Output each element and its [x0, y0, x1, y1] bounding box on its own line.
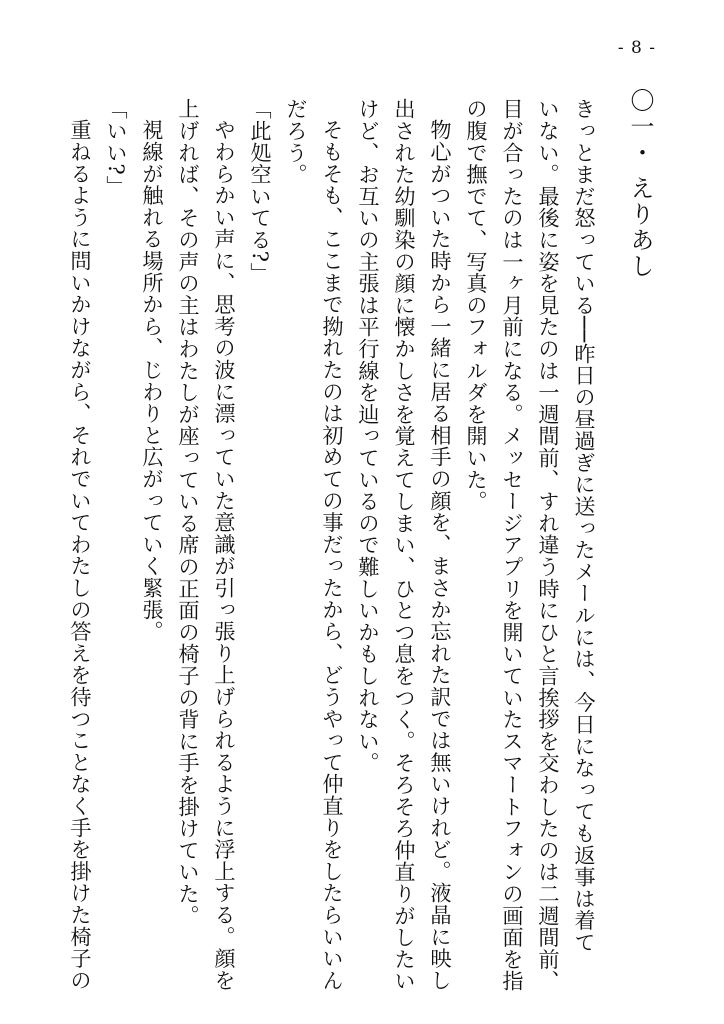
body-text — [68, 98, 602, 992]
text-line: 出された幼馴染の顔に懐かしさを覚えてしまい、ひとつ息をつく。そろそろ仲直りがしたい — [392, 98, 417, 992]
text-line: けど、お互いの主張は平行線を辿っているので難しいかもしれない。 — [356, 98, 381, 774]
text-line: いない。最後に姿を見たのは一週間前、すれ違う時にひと言挨拶を交わしたのは二週間前、 — [536, 98, 561, 992]
text-line: そもそも、ここまで拗れたのは初めての事だったから、どうやって仲直りをしたらいいん — [320, 119, 345, 992]
chapter-title: 〇一・ えりあし — [626, 88, 654, 280]
text-line: 上げれば、その声の主はわたしが座っている席の正面の椅子の背に手を掛けていた。 — [176, 98, 201, 927]
dialogue-line: 「此処空いてる?」 — [248, 98, 273, 285]
text-line: だろう。 — [284, 98, 309, 186]
text-line: 目が合ったのは一ヶ月前になる。メッセージアプリを開いていたスマートフォンの画面を指 — [500, 98, 525, 992]
text-line: の腹で撫でて、写真のフォルダを開いた。 — [464, 98, 489, 513]
text-line: 視線が触れる場所から、じわりと広がっていく緊張。 — [140, 119, 165, 643]
text-line: きっとまだ怒っている──昨日の昼過ぎに送ったメールには、今日になっても返事は着て — [572, 98, 597, 954]
text-line: やわらかい声に、思考の波に漂っていた意識が引っ張り上げられるように浮上する。顔を — [212, 119, 237, 992]
page-number: - 8 - — [617, 38, 656, 58]
dialogue-line: 「いい?」 — [104, 98, 129, 198]
text-line: 物心がついた時から一緒に居る相手の顔を、まさか忘れた訳では無いけれど。液晶に映し — [428, 119, 453, 992]
text-line: 重ねるように問いかけながら、それでいてわたしの答えを待つことなく手を掛けた椅子の — [68, 119, 93, 992]
